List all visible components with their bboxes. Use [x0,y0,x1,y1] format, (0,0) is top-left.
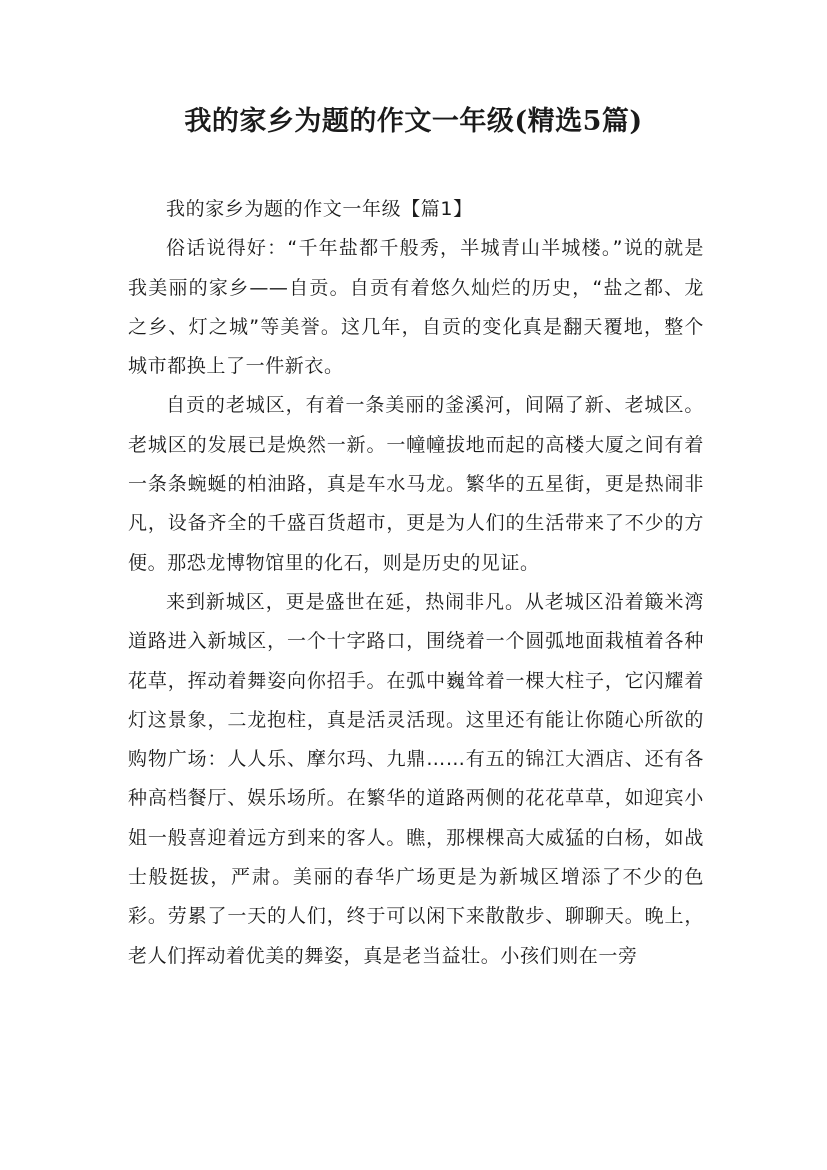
document-body [128,190,704,976]
paragraph: 来到新城区，更是盛世在延，热闹非凡。从老城区沿着簸米湾道路进入新城区，一个十字路口，围绕着一个圆弧地面栽植着各种花草，挥动着舞姿向你招手。在弧中巍耸着一棵大柱子，它闪耀着灯这景象，二龙抱柱，真是活灵活现。这里还有能让你随心所欲的购物广场：人人乐、摩尔玛、九鼎……有五的锦江大酒店、还有各种高档餐厅、娱乐场所。在繁华的道路两侧的花花草草，如迎宾小姐一般喜迎着远方到来的客人。瞧，那棵棵高大威猛的白杨，如战士般挺拔，严肃。美丽的春华广场更是为新城区增添了不少的色彩。劳累了一天的人们，终于可以闲下来散散步、聊聊天。晚上，老人们挥动着优美的舞姿，真是老当益壮。小孩们则在一旁 [128,590,704,967]
document-title: 我的家乡为题的作文一年级(精选5篇) [184,106,643,137]
paragraph: 俗话说得好：“千年盐都千般秀，半城青山半城楼。”说的就是我美丽的家乡——自贡。自贡有着悠久灿烂的历史，“盐之都、龙之乡、灯之城”等美誉。这几年，自贡的变化真是翻天覆地，整个城市都换上了一件新衣。 [128,237,704,378]
section-heading: 我的家乡为题的作文一年级【篇1】 [166,198,473,220]
paragraph: 自贡的老城区，有着一条美丽的釜溪河，间隔了新、老城区。老城区的发展已是焕然一新。一幢幢拔地而起的高楼大厦之间有着一条条蜿蜒的柏油路，真是车水马龙。繁华的五星街，更是热闹非凡，设备齐全的千盛百货超市，更是为人们的生活带来了不少的方便。那恐龙博物馆里的化石，则是历史的见证。 [128,394,704,574]
